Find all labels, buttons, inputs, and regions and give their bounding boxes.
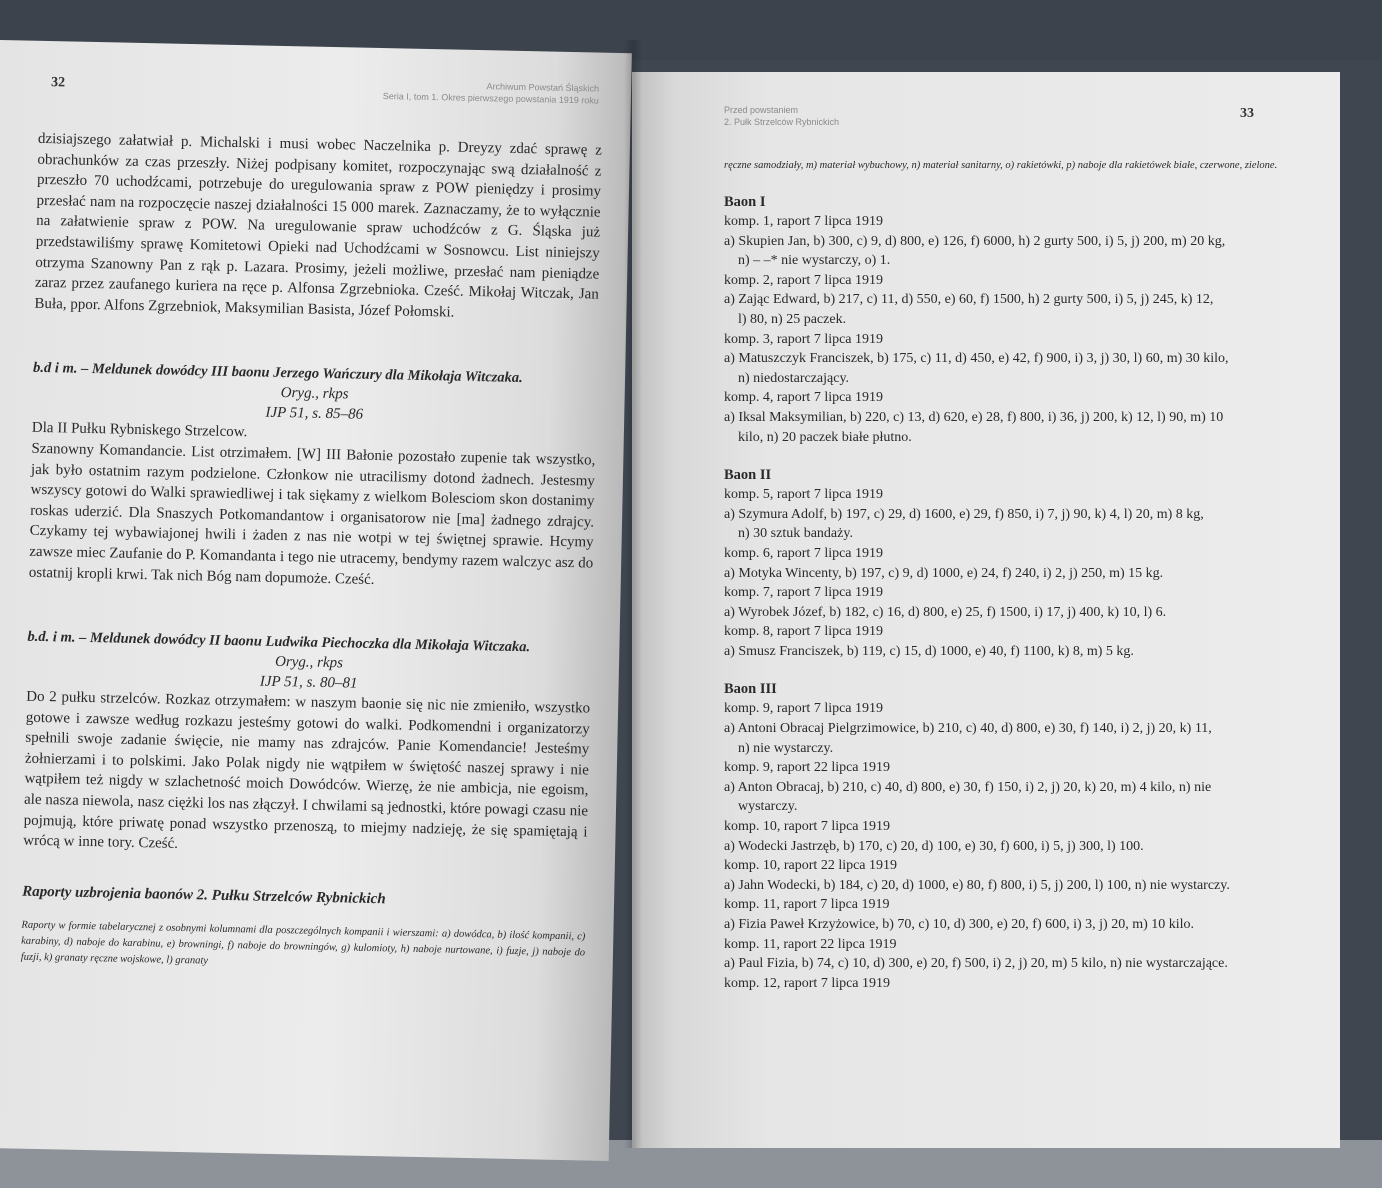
report-line-text: n) nie wystarczy. (738, 740, 834, 756)
page-number: 32 (50, 75, 66, 91)
report-line (724, 895, 1310, 915)
report-line-text: komp. 5, raport 7 lipca 1919 (724, 487, 884, 503)
left-page (0, 40, 632, 1161)
report-line-text: komp. 9, raport 22 lipca 1919 (724, 760, 891, 776)
report-line (724, 583, 1310, 603)
document-reference: IJP 51, s. 80–81 (259, 673, 358, 692)
report-line-text: komp. 12, raport 7 lipca 1919 (724, 975, 891, 991)
running-head-text (383, 78, 600, 107)
document-heading: b.d i m. – Meldunek dowódcy III baonu Jerzego Wańczury dla Mikołaja Witczaka. (32, 360, 523, 387)
document-heading: b.d. i m. – Meldunek dowódcy II baonu Ludwika Piechoczka dla Mikołaja Witczaka. (27, 628, 531, 656)
report-line-text: a) Anton Obracaj, b) 210, c) 40, d) 800, e) 30, f) 150, i) 2, j) 20, k) 20, m) 4 kilo, n) nie (724, 779, 1212, 795)
report-line-text: komp. 2, raport 7 lipca 1919 (724, 272, 884, 288)
opening-paragraph: dzisiajszego załatwiał p. Michalski i musi wobec Naczelnika p. Dreyzy zdać sprawę z obrachunków za czas przeszły. Niżej podpisany komitet, rozpoczynając swą działalność z przeszło 70 uchodźcami, potrzebuje do uregulowania spraw z POW pieniędzy i prosimy przesłać nam na rozpoczęcie naszej działalności 15 000 marek. Zaznaczamy, że to wyłącznie na załatwienie spraw z POW. Na uregulowanie spraw uchodźców z G. Śląska już przedstawiliśmy sprawę Komitetowi Opieki nad Uchodźcami w Sosnowcu. List niniejszy otrzyma Szanowny Pan z rąk p. Lazara. Prosimy, jeżeli możliwe, przesłać nam pieniądze zaraz przez zaufanego kuriera na ręce p. Alfonsa Zgrzebnioka. Cześć. Mikołaj Witczak, Jan Buła, ppor. Alfons Zgrzebniok, Maksymilian Basista, Józef Połomski. (34, 130, 602, 321)
right-page (632, 72, 1340, 1148)
report-line-text: a) Smusz Franciszek, b) 119, c) 15, d) 1000, e) 40, f) 1100, k) 8, m) 5 kg. (724, 643, 1134, 659)
report-line-text: wystarczy. (738, 799, 798, 815)
report-line (724, 778, 1310, 798)
running-head-line: Seria I, tom 1. Okres pierwszego powstania 1919 roku (382, 91, 599, 106)
report-line-text: n) – –* nie wystarczy, o) 1. (738, 253, 891, 269)
report-line (724, 739, 1310, 759)
report-line-text: komp. 4, raport 7 lipca 1919 (724, 390, 884, 406)
report-line-text: komp. 1, raport 7 lipca 1919 (724, 214, 884, 229)
report-line (724, 408, 1310, 428)
report-line-text: komp. 7, raport 7 lipca 1919 (724, 585, 884, 601)
report-line (724, 330, 1310, 350)
report-line (724, 349, 1310, 369)
document-salutation: Dla II Pułku Rybniskego Strzelcow. (31, 420, 248, 441)
report-line (724, 954, 1310, 974)
report-line (724, 369, 1310, 389)
battalion-title: Baon II (724, 467, 772, 484)
document-reference: IJP 51, s. 85–86 (265, 404, 364, 424)
section-title: Raporty uzbrojenia baonów 2. Pułku Strzelców Rybnickich (22, 883, 386, 908)
report-line (724, 817, 1310, 837)
report-line (724, 603, 1310, 623)
report-line-text: a) Iksal Maksymilian, b) 220, c) 13, d) 620, e) 28, f) 800, i) 36, j) 200, k) 12, l) 90, m) 10 (724, 409, 1224, 425)
report-line (724, 699, 1310, 719)
page-number: 33 (1240, 106, 1254, 121)
report-line (724, 622, 1310, 642)
report-line-text: komp. 11, raport 7 lipca 1919 (724, 897, 890, 913)
report-line (724, 271, 1310, 291)
report-line-text: a) Antoni Obracaj Pielgrzimowice, b) 210, c) 40, d) 800, e) 30, f) 140, i) 2, j) 20, k) 11, (724, 721, 1212, 737)
report-line (724, 876, 1310, 896)
running-head-right (724, 100, 1310, 158)
report-line (724, 915, 1310, 935)
report-line-text: a) Motyka Wincenty, b) 197, c) 9, d) 1000, e) 24, f) 240, i) 2, j) 250, m) 15 kg. (724, 565, 1164, 581)
section-note: Raporty w formie tabelarycznej z osobnymi kolumnami dla poszczególnych kompanii i wierszami: a) dowódca, b) ilość kompanii, c) karabiny, d) naboje do karabinu, e) browningi, f) naboje do browningów, g) kulomioty, h) naboje nurtowane, i) fuzje, j) naboje do fuzji, k) granaty ręczne wojskowe, l) granaty (20, 919, 586, 967)
report-line-text: a) Skupien Jan, b) 300, c) 9, d) 800, e) 126, f) 6000, h) 2 gurty 500, i) 5, j) 200, m) 20 kg, (724, 233, 1226, 249)
document-source: Oryg., rkps (280, 385, 349, 403)
report-line-text: a) Szymura Adolf, b) 197, c) 29, d) 1600, e) 29, f) 850, i) 7, j) 90, k) 4, l) 20, m) 8 kg, (724, 506, 1204, 522)
report-line-text: komp. 3, raport 7 lipca 1919 (724, 331, 884, 347)
document-source: Oryg., rkps (274, 653, 344, 672)
report-line-text: a) Paul Fizia, b) 74, c) 10, d) 300, e) 20, f) 500, i) 2, j) 20, m) 5 kilo, n) nie wystarczające. (724, 956, 1228, 972)
report-line (724, 251, 1310, 271)
battalion-title: Baon I (724, 194, 766, 210)
report-line (724, 642, 1310, 662)
report-line (724, 428, 1310, 448)
running-head-line: Archiwum Powstań Śląskich (486, 81, 600, 94)
report-line-text: komp. 6, raport 7 lipca 1919 (724, 545, 884, 561)
battalion-title: Baon III (724, 681, 777, 698)
report-line-text: komp. 10, raport 7 lipca 1919 (724, 819, 891, 835)
report-line (724, 485, 1310, 505)
report-line-text: komp. 11, raport 22 lipca 1919 (724, 936, 897, 952)
running-head-left (38, 71, 603, 141)
report-line-text: a) Wyrobek Józef, b) 182, c) 16, d) 800, e) 25, f) 1500, i) 17, j) 400, k) 10, l) 6. (724, 604, 1167, 620)
report-line (724, 212, 1310, 232)
report-line (724, 935, 1310, 955)
report-line-text: a) Fizia Paweł Krzyżowice, b) 70, c) 10, d) 300, e) 20, f) 600, i) 3, j) 20, m) 10 kilo. (724, 917, 1195, 932)
report-line-text: a) Matuszczyk Franciszek, b) 175, c) 11, d) 450, e) 42, f) 900, i) 3, j) 30, l) 60, m) 30 kilo, (724, 351, 1229, 367)
report-line (724, 388, 1310, 408)
report-line (724, 564, 1310, 584)
book-spine (624, 40, 642, 1148)
report-line (724, 310, 1310, 330)
report-line (724, 856, 1310, 876)
report-line-text: a) Wodecki Jastrzęb, b) 170, c) 20, d) 100, e) 30, f) 600, i) 5, j) 300, l) 100. (724, 838, 1144, 854)
report-line (724, 524, 1310, 544)
report-line-text: a) Zając Edward, b) 217, c) 11, d) 550, e) 60, f) 1500, h) 2 gurty 500, i) 5, j) 245, k) 12, (724, 292, 1214, 308)
report-line-text: a) Jahn Wodecki, b) 184, c) 20, d) 1000, e) 80, f) 800, i) 5, j) 200, l) 100, n) nie wystarczy. (724, 877, 1230, 893)
report-line (724, 758, 1310, 778)
document-body: Szanowny Komandancie. List otrzimałem. [W] III Bałonie pozostało zupenie tak wszystko, jak było ostatnim razym podzielone. Członkow nie utracilismy dotond żadnech. Jestesmy wszyscy gotowi do Walki sprawiedliwej i tak siękamy z wielkom Bolesciom skon dostanimy roskas uderzić. Dla Snaszych Potkomandantow i organisatorow nie [ma] żadnego zdrajcy. Czykamy tej wybawiajonej hwili i żaden z nas nie wotpi w tej świętnej sprawie. Hcymy zawsze miec Zaufanie do P. Komandanta i tego nie utracemy, bendymy razem walczyc asz do ostatnij kropli krwi. Tak nich Bóg nam dopumoże. Cześć. (28, 440, 596, 588)
running-head-line: Przed powstaniem (724, 105, 799, 115)
report-line (724, 837, 1310, 857)
report-line-text: n) 30 sztuk bandaży. (738, 526, 853, 542)
report-line (724, 797, 1310, 817)
running-head-line: 2. Pułk Strzelców Rybnickich (724, 117, 840, 127)
report-line-text: kilo, n) 20 paczek białe płutno. (738, 429, 912, 445)
table-note-continuation: ręczne samodziały, m) materiał wybuchowy, n) materiał sanitarny, o) rakietówki, p) naboje dla rakietówek białe, czerwone, zielone. (724, 160, 1278, 171)
report-line-text: komp. 8, raport 7 lipca 1919 (724, 624, 884, 640)
report-line (724, 719, 1310, 739)
report-line (724, 544, 1310, 564)
report-line-text: komp. 9, raport 7 lipca 1919 (724, 701, 884, 717)
report-line-text: n) niedostarczający. (738, 370, 850, 386)
document-body: Do 2 pułku strzelców. Rozkaz otrzymałem: w naszym baonie się nic nie zmieniło, wszystko gotowe i zawsze według rozkazu jesteśmy gotowi do walki. Podkomendni i organizatorzy spełnili swoje zadanie święcie, nie mamy nas zdrajców. Panie Komendancie! Jesteśmy żołnierzami i to polskimi. Jako Polak nigdy nie wątpiłem w świętość naszej sprawy i nie wątpiłem też nigdy w szlachetność moich Dowódców. Wierzę, że nie ambicja, nie egoism, ale nasza niewola, nasz ciężki los nas złączył. I chwilami są jednostki, które powagi czasu nie pojmują, które priwatę ponad wszystko przenoszą, to miejmy nadzieję, że się spamiętają i wrócą w inne tory. Cześć. (23, 688, 591, 853)
report-line (724, 974, 1310, 994)
report-line (724, 290, 1310, 310)
battalion-reports (724, 192, 1310, 993)
report-line (724, 505, 1310, 525)
report-line-text: l) 80, n) 25 paczek. (738, 311, 847, 327)
report-line-text: komp. 10, raport 22 lipca 1919 (724, 858, 898, 874)
running-head-text (724, 104, 839, 128)
report-line (724, 232, 1310, 252)
